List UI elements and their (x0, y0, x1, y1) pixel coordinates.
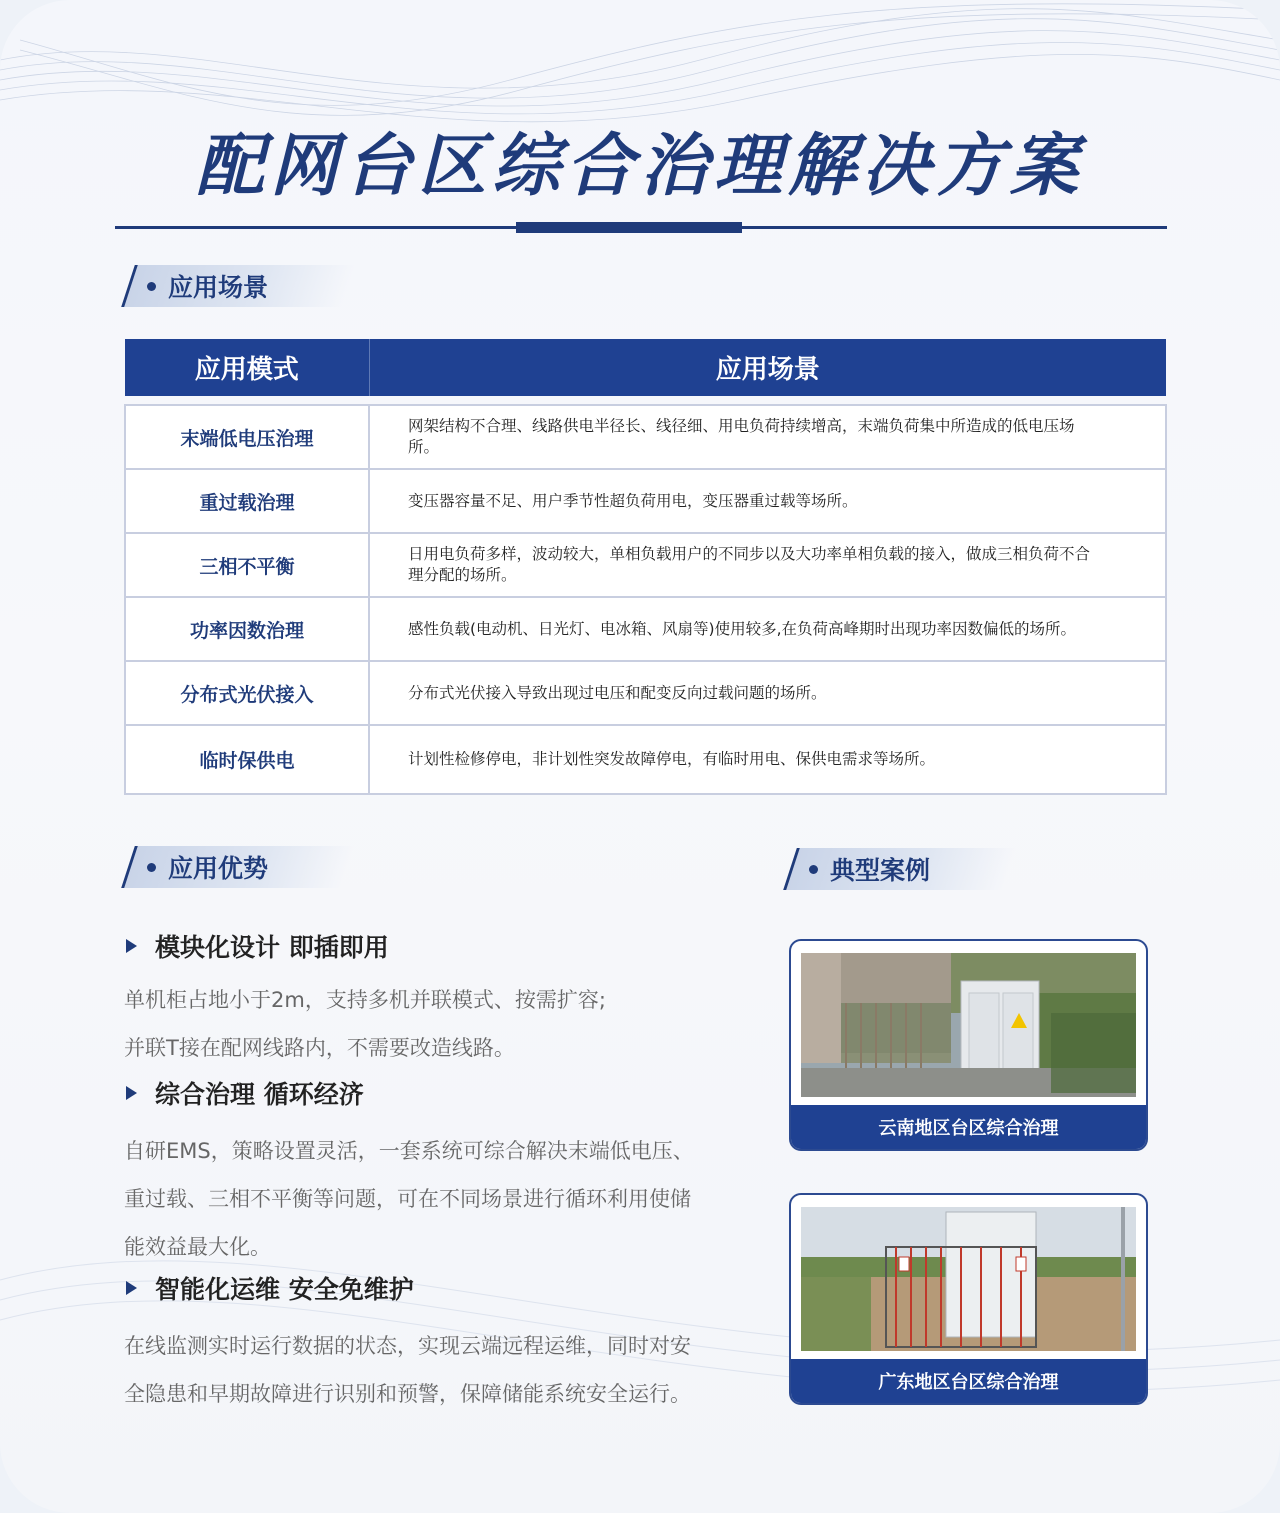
advantage-line: 单机柜占地小于2m，支持多机并联模式、按需扩容; (124, 988, 606, 1012)
row-desc: 网架结构不合理、线路供电半径长、线径细、用电负荷持续增高，末端负荷集中所造成的低电压场所。 (369, 405, 1166, 469)
advantage-heading: 智能化运维 安全免维护 (155, 1275, 414, 1304)
triangle-bullet-icon (126, 1086, 137, 1100)
row-mode: 临时保供电 (125, 725, 369, 794)
advantage-line: 能效益最大化。 (124, 1235, 271, 1259)
table-row (125, 405, 1166, 469)
case-caption: 云南地区台区综合治理 (791, 1105, 1146, 1149)
row-mode: 分布式光伏接入 (125, 661, 369, 725)
bullet-dot-icon (809, 865, 818, 874)
advantage-line: 全隐患和早期故障进行识别和预警，保障储能系统安全运行。 (124, 1382, 691, 1406)
advantage-line: 并联T接在配网线路内，不需要改造线路。 (124, 1036, 515, 1060)
row-desc: 感性负载(电动机、日光灯、电冰箱、风扇等)使用较多,在负荷高峰期时出现功率因数偏低的场所。 (369, 597, 1166, 661)
case-card (789, 939, 1148, 1151)
advantage-heading: 综合治理 循环经济 (155, 1080, 364, 1109)
advantage-item (124, 928, 774, 1072)
bullet-dot-icon (147, 863, 156, 872)
row-desc: 计划性检修停电，非计划性突发故障停电，有临时用电、保供电需求等场所。 (369, 725, 1166, 794)
table-row (125, 597, 1166, 661)
advantage-heading: 模块化设计 即插即用 (155, 933, 389, 962)
table-row (125, 661, 1166, 725)
case-caption: 广东地区台区综合治理 (791, 1359, 1146, 1403)
section-tag-cases (783, 848, 1017, 890)
bullet-dot-icon (147, 282, 156, 291)
table-header-mode: 应用模式 (125, 339, 369, 396)
section-tag-advantages (121, 846, 355, 888)
triangle-bullet-icon (126, 939, 137, 953)
triangle-bullet-icon (126, 1281, 137, 1295)
table-row (125, 469, 1166, 533)
case-card (789, 1193, 1148, 1405)
advantage-item (124, 1075, 774, 1271)
table-header-scene: 应用场景 (369, 339, 1166, 396)
advantage-item (124, 1270, 774, 1418)
case-photo-yunnan (801, 953, 1136, 1097)
row-mode: 功率因数治理 (125, 597, 369, 661)
row-desc: 变压器容量不足、用户季节性超负荷用电，变压器重过载等场所。 (369, 469, 1166, 533)
row-mode: 末端低电压治理 (125, 405, 369, 469)
section-label: 典型案例 (830, 856, 931, 885)
section-label: 应用优势 (168, 854, 269, 883)
case-photo-guangdong (801, 1207, 1136, 1351)
table-row (125, 725, 1166, 794)
table-row (125, 533, 1166, 597)
advantage-line: 重过载、三相不平衡等问题，可在不同场景进行循环利用使储 (124, 1187, 691, 1211)
row-desc: 日用电负荷多样，波动较大，单相负载用户的不同步以及大功率单相负载的接入，做成三相负荷不合理分配的场所。 (369, 533, 1166, 597)
section-label: 应用场景 (168, 273, 269, 302)
advantage-line: 自研EMS，策略设置灵活，一套系统可综合解决末端低电压、 (124, 1139, 694, 1163)
row-desc: 分布式光伏接入导致出现过电压和配变反向过载问题的场所。 (369, 661, 1166, 725)
scene-table (124, 339, 1167, 795)
title-underline-accent (516, 222, 742, 233)
row-mode: 三相不平衡 (125, 533, 369, 597)
advantage-line: 在线监测实时运行数据的状态，实现云端远程运维，同时对安 (124, 1334, 691, 1358)
section-tag-scenes (121, 265, 355, 307)
page-title: 配网台区综合治理解决方案 (195, 127, 1084, 206)
row-mode: 重过载治理 (125, 469, 369, 533)
